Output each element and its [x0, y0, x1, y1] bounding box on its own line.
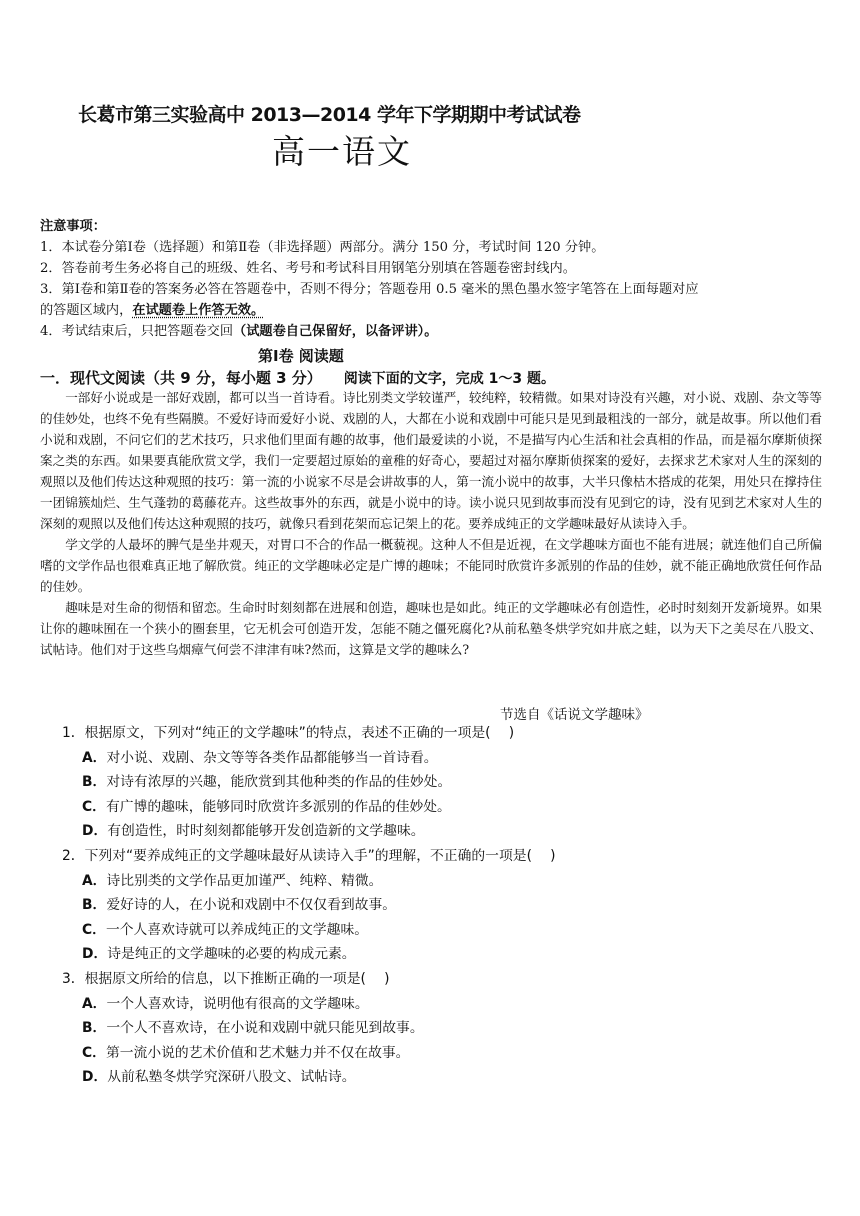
- passage-paragraph-2: 学文学的人最坏的脾气是坐井观天，对胃口不合的作品一概藐视。这种人不但是近视，在文学趣味方面也不能有进展；就连他们自己所偏嗜的文学作品也很难真正地了解欣赏。纯正的文学趣味必定是广博的趣味；不能同时欣赏许多派别的作品的佳妙，就不能正确地欣赏任何作品的佳妙。: [40, 537, 822, 594]
- section-heading: 一．现代文阅读（共 9 分，每小题 3 分）: [40, 369, 322, 387]
- notice-item-3-line-2: [40, 300, 830, 321]
- option-letter: B．: [82, 897, 107, 914]
- notice-item-2: 2．答卷前考生务必将自己的班级、姓名、考号和考试科目用钢笔分别填在答题卷密封线内。: [40, 261, 576, 276]
- question-1-option-b: [62, 770, 822, 795]
- option-text: 第一流小说的艺术价值和艺术魅力并不仅在故事。: [105, 1044, 410, 1061]
- option-letter: A．: [82, 995, 107, 1012]
- notice-item-4-text: 4．考试结束后，只把答题卷交回: [40, 324, 234, 339]
- option-text: 一个人喜欢诗，说明他有很高的文学趣味。: [106, 995, 369, 1012]
- option-text: 爱好诗的人，在小说和戏剧中不仅仅看到故事。: [106, 897, 397, 914]
- option-text: 有广博的趣味，能够同时欣赏许多派别的作品的佳妙处。: [105, 798, 451, 815]
- option-letter: D．: [82, 1069, 108, 1086]
- question-1-option-d: [62, 819, 822, 844]
- notice-item-4: [40, 321, 830, 342]
- question-3-option-d: [62, 1065, 822, 1090]
- notice-item-4-emphasis: （试题卷自己保留好，以备评讲）。: [233, 324, 438, 339]
- notice-heading: 注意事项：: [40, 219, 106, 234]
- reading-passage: [40, 387, 822, 660]
- question-2-option-b: [62, 893, 822, 918]
- volume-title: 第Ⅰ卷 阅读题: [258, 347, 344, 365]
- option-text: 一个人喜欢诗就可以养成纯正的文学趣味。: [105, 921, 369, 938]
- question-2-stem: 2．下列对“要养成纯正的文学趣味最好从读诗入手”的理解，不正确的一项是( ): [62, 847, 556, 864]
- question-1-option-c: [62, 795, 822, 820]
- option-letter: C．: [82, 1044, 106, 1061]
- option-letter: C．: [82, 798, 106, 815]
- option-text: 从前私塾冬烘学究深研八股文、试帖诗。: [107, 1069, 356, 1086]
- option-text: 一个人不喜欢诗，在小说和戏剧中就只能见到故事。: [106, 1020, 424, 1037]
- question-1-stem: 1．根据原文，下列对“纯正的文学趣味”的特点，表述不正确的一项是( ): [62, 725, 515, 741]
- notice-item-3-text: 的答题区域内，: [40, 303, 133, 318]
- section-header: [40, 367, 555, 388]
- question-3-option-c: [62, 1041, 822, 1066]
- option-text: 诗比别类的文学作品更加谨严、纯粹、精微。: [106, 872, 383, 889]
- option-text: 有创造性，时时刻刻都能够开发创造新的文学趣味。: [107, 823, 425, 840]
- passage-source: 节选自《话说文学趣味》: [500, 707, 649, 723]
- question-3-stem: 3．根据原文所给的信息，以下推断正确的一项是( ): [62, 970, 390, 987]
- notice-item-1: 1．本试卷分第Ⅰ卷（选择题）和第Ⅱ卷（非选择题）两部分。满分 150 分，考试时间 120 分钟。: [40, 240, 605, 255]
- option-letter: A．: [82, 872, 107, 889]
- option-letter: B．: [82, 1020, 107, 1037]
- option-text: 对小说、戏剧、杂文等等各类作品都能够当一首诗看。: [106, 749, 438, 766]
- question-1-option-a: [62, 746, 822, 771]
- question-2-option-c: [62, 918, 822, 943]
- subject-title: 高一语文: [272, 132, 412, 171]
- option-letter: A．: [82, 749, 107, 766]
- notice-section: [40, 216, 830, 342]
- notice-item-3-emphasis: 在试题卷上作答无效。: [132, 303, 265, 318]
- question-2-option-d: [62, 942, 822, 967]
- question-3-option-b: [62, 1016, 822, 1041]
- section-instruction: 阅读下面的文字，完成 1～3 题。: [343, 371, 555, 387]
- option-text: 诗是纯正的文学趣味的必要的构成元素。: [107, 946, 356, 963]
- option-text: 对诗有浓厚的兴趣，能欣赏到其他种类的作品的佳妙处。: [106, 774, 452, 791]
- passage-paragraph-3: 趣味是对生命的彻悟和留恋。生命时时刻刻都在进展和创造，趣味也是如此。纯正的文学趣味必有创造性，必时时刻刻开发新境界。如果让你的趣味囿在一个狭小的圈套里，它无机会可创造开发，怎能不随之僵死腐化?从前私塾冬烘学究如井底之蛙，以为天下之美尽在八股文、试帖诗。他们对于这些乌烟瘴气何尝不津津有味?然而，这算是文学的趣味么?: [40, 600, 822, 657]
- passage-paragraph-1: 一部好小说或是一部好戏剧，都可以当一首诗看。诗比别类文学较谨严，较纯粹，较精微。如果对诗没有兴趣，对小说、戏剧、杂文等等的佳妙处，也终不免有些隔膜。不爱好诗而爱好小说、戏剧的人，大都在小说和戏剧中可能只是见到最粗浅的一部分，就是故事。所以他们看小说和戏剧，不问它们的艺术技巧，只求他们里面有趣的故事，他们最爱读的小说，不是描写内心生活和社会真相的作品，而是福尔摩斯侦探案之类的东西。如果要真能欣赏文学，我们一定要超过原始的童稚的好奇心，要超过对福尔摩斯侦探案的爱好，去探求艺术家对人生的深刻的观照以及他们传达这种观照的技巧：第一流的小说家不尽是会讲故事的人，第一流小说中的故事，大半只像枯木搭成的花架，用处只在撑持住一团锦簇灿烂、生气蓬勃的葛藤花卉。这些故事外的东西，就是小说中的诗。读小说只见到故事而没有见到它的诗，没有见到艺术家对人生的深刻的观照以及他们传达这种观照的技巧，就像只看到花架而忘记架上的花。要养成纯正的文学趣味最好从读诗入手。: [40, 390, 822, 531]
- option-letter: D．: [82, 823, 108, 840]
- notice-item-3-line-1: 3．第Ⅰ卷和第Ⅱ卷的答案务必答在答题卷中，否则不得分；答题卷用 0.5 毫米的黑色墨水签字笔答在上面每题对应: [40, 282, 699, 297]
- option-letter: C．: [82, 921, 106, 938]
- option-letter: D．: [82, 946, 108, 963]
- exam-title: 长葛市第三实验高中 2013—2014 学年下学期期中考试试卷: [78, 104, 581, 126]
- question-2-option-a: [62, 869, 822, 894]
- questions-section: [62, 721, 822, 1090]
- option-letter: B．: [82, 774, 107, 791]
- question-3-option-a: [62, 992, 822, 1017]
